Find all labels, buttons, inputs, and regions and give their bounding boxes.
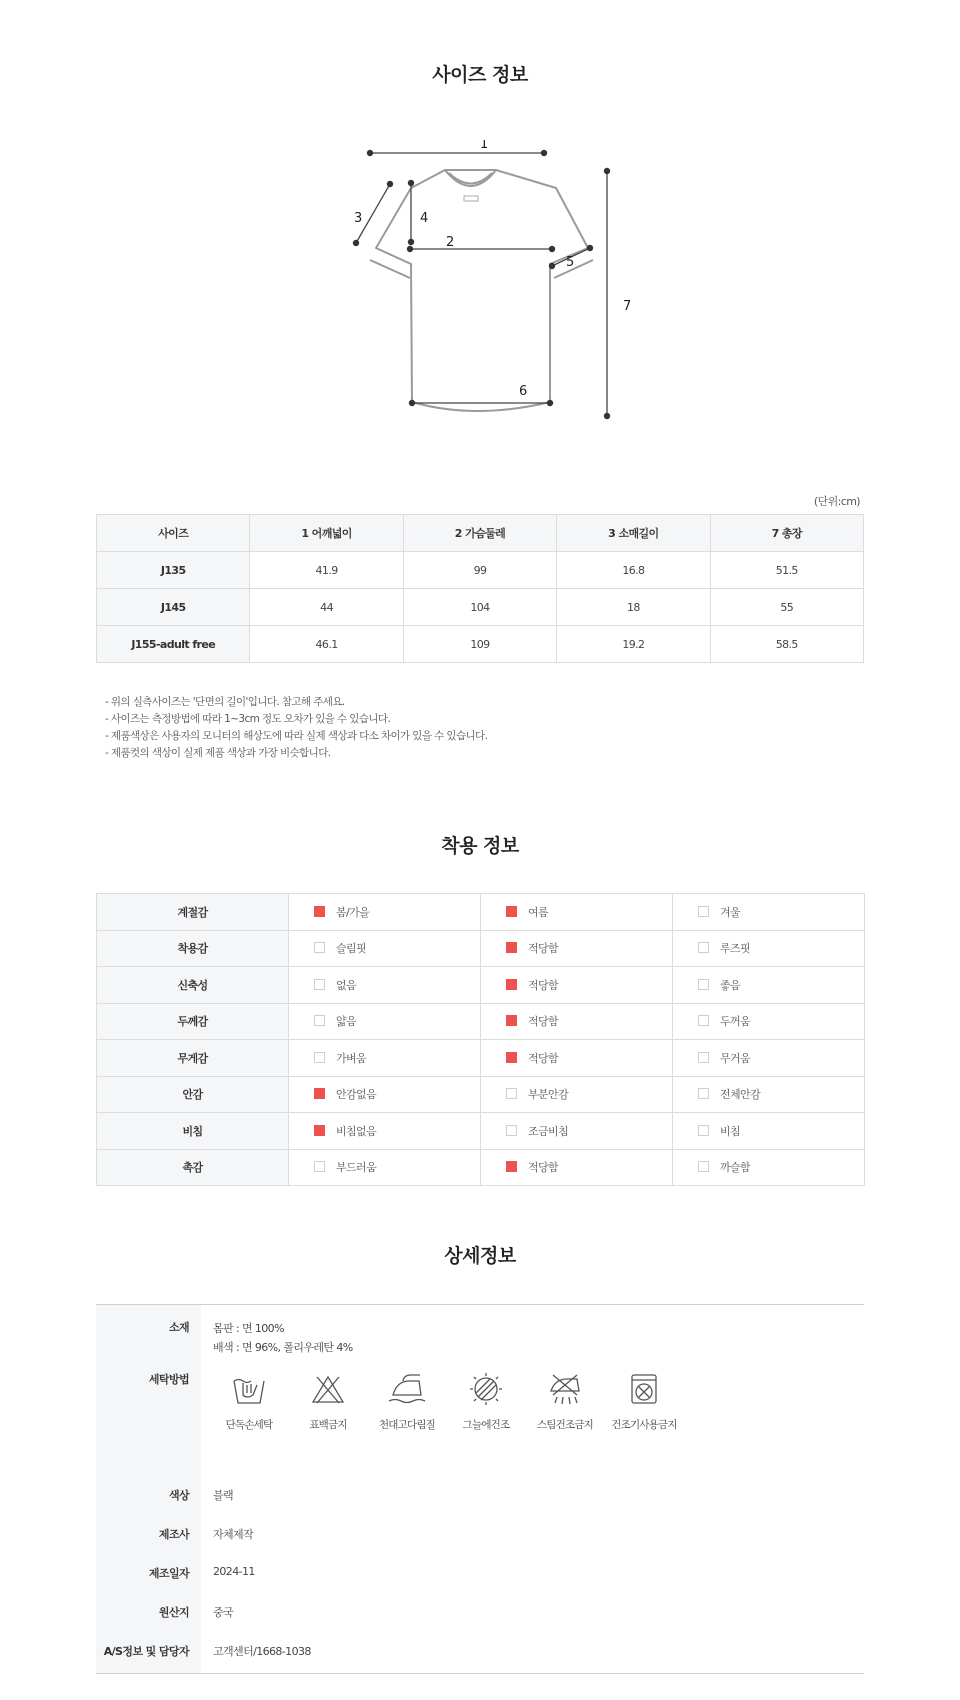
diagram-label-1: 1 — [480, 140, 489, 152]
size-name-cell: J145 — [97, 589, 250, 626]
checked-box-icon — [314, 1088, 325, 1099]
size-notes — [105, 694, 487, 762]
fit-option — [289, 1040, 481, 1077]
fit-option-label: 적당함 — [528, 1051, 559, 1065]
checked-box-icon — [506, 1161, 517, 1172]
detail-row — [96, 1555, 864, 1594]
checked-box-icon — [506, 1052, 517, 1063]
unchecked-box-icon — [698, 1015, 709, 1026]
fit-option-label: 얇음 — [336, 1015, 357, 1029]
unchecked-box-icon — [698, 1125, 709, 1136]
unchecked-box-icon — [314, 1015, 325, 1026]
tshirt-size-diagram — [330, 140, 650, 440]
care-icons — [213, 1371, 864, 1432]
fit-option — [289, 1113, 481, 1150]
fit-option-label: 가벼움 — [336, 1051, 367, 1065]
fit-row-label: 촉감 — [97, 1149, 289, 1186]
checked-box-icon — [314, 906, 325, 917]
size-value-cell: 18 — [557, 589, 710, 626]
unchecked-box-icon — [506, 1088, 517, 1099]
detail-row — [96, 1477, 864, 1516]
fit-option — [481, 1040, 673, 1077]
shade-dry-icon — [466, 1371, 506, 1407]
fit-option — [289, 1149, 481, 1186]
care-item-label: 표백금지 — [309, 1419, 347, 1431]
detail-section-title: 상세정보 — [444, 1245, 516, 1267]
fit-option-label: 조금비침 — [528, 1124, 569, 1138]
note-line: - 위의 실측사이즈는 '단면의 길이'입니다. 참고해 주세요. — [105, 696, 345, 708]
no-steam-dry-icon — [545, 1371, 585, 1407]
fit-row-label: 두께감 — [97, 1003, 289, 1040]
fit-option-label: 무거움 — [720, 1051, 751, 1065]
detail-value: 중국 — [213, 1606, 234, 1619]
detail-value: 2024-11 — [213, 1565, 255, 1578]
fit-row — [97, 1149, 865, 1186]
size-table — [96, 514, 864, 663]
size-header-cell: 7 총장 — [710, 515, 863, 552]
fit-option-label: 루즈핏 — [720, 942, 751, 956]
fit-option — [481, 1113, 673, 1150]
fit-row — [97, 1040, 865, 1077]
checked-box-icon — [314, 1125, 325, 1136]
care-item — [608, 1371, 680, 1432]
size-value-cell: 51.5 — [710, 552, 863, 589]
care-row — [96, 1357, 864, 1477]
care-item-label: 건조기사용금지 — [611, 1419, 677, 1431]
unchecked-box-icon — [314, 1161, 325, 1172]
size-header-cell: 1 어깨넓이 — [250, 515, 403, 552]
size-value-cell: 16.8 — [557, 552, 710, 589]
size-value-cell: 19.2 — [557, 626, 710, 663]
care-item-label: 스팀건조금지 — [536, 1419, 594, 1431]
fit-row-label: 비침 — [97, 1113, 289, 1150]
material-line: 몸판 : 면 100% — [213, 1322, 284, 1335]
fit-row — [97, 1076, 865, 1113]
no-bleach-icon — [308, 1371, 348, 1407]
detail-label: 제조사 — [96, 1516, 201, 1555]
fit-option — [481, 967, 673, 1004]
fit-option — [673, 930, 865, 967]
fit-option — [481, 1003, 673, 1040]
unit-label: (단위:cm) — [813, 495, 860, 508]
fit-option-label: 좋음 — [720, 978, 741, 992]
care-item-label: 천대고다림질 — [378, 1419, 436, 1431]
fit-option — [289, 967, 481, 1004]
fit-option-label: 적당함 — [528, 1015, 559, 1029]
fit-option — [289, 894, 481, 931]
unchecked-box-icon — [698, 1052, 709, 1063]
unchecked-box-icon — [314, 979, 325, 990]
table-row — [97, 589, 864, 626]
fit-row-label: 계절감 — [97, 894, 289, 931]
fit-row-label: 신축성 — [97, 967, 289, 1004]
checked-box-icon — [506, 906, 517, 917]
unchecked-box-icon — [314, 942, 325, 953]
detail-label: 제조일자 — [96, 1555, 201, 1594]
fit-option — [481, 1076, 673, 1113]
diagram-label-2: 2 — [446, 235, 455, 250]
fit-table — [96, 893, 865, 1186]
unchecked-box-icon — [506, 1125, 517, 1136]
size-value-cell: 99 — [403, 552, 556, 589]
iron-cloth-icon — [387, 1371, 427, 1407]
fit-option-label: 겨울 — [720, 905, 741, 919]
fit-option-label: 두꺼움 — [720, 1015, 751, 1029]
care-item-label: 그늘에건조 — [462, 1419, 510, 1431]
diagram-label-7: 7 — [623, 299, 632, 314]
detail-value: 고객센터/1668-1038 — [213, 1645, 311, 1658]
size-value-cell: 44 — [250, 589, 403, 626]
care-item — [529, 1371, 601, 1432]
size-header-cell: 사이즈 — [97, 515, 250, 552]
note-line: - 사이즈는 측정방법에 따라 1~3cm 정도 오차가 있을 수 있습니다. — [105, 713, 391, 725]
no-tumble-dry-icon — [624, 1371, 664, 1407]
detail-value: 자체제작 — [213, 1528, 254, 1541]
note-line: - 제품컷의 색상이 실제 제품 색상과 가장 비슷합니다. — [105, 747, 331, 759]
size-value-cell: 104 — [403, 589, 556, 626]
material-row — [96, 1305, 864, 1358]
size-value-cell: 46.1 — [250, 626, 403, 663]
size-header-cell: 2 가슴둘레 — [403, 515, 556, 552]
unchecked-box-icon — [698, 942, 709, 953]
unchecked-box-icon — [698, 906, 709, 917]
table-row — [97, 552, 864, 589]
fit-option-label: 없음 — [336, 978, 357, 992]
fit-option — [481, 1149, 673, 1186]
fit-option-label: 부드러움 — [336, 1161, 377, 1175]
detail-value: 블랙 — [213, 1489, 234, 1502]
fit-option-label: 슬림핏 — [336, 942, 367, 956]
fit-option-label: 적당함 — [528, 978, 559, 992]
fit-option — [673, 967, 865, 1004]
size-name-cell: J135 — [97, 552, 250, 589]
fit-row-label: 무게감 — [97, 1040, 289, 1077]
detail-row — [96, 1594, 864, 1633]
care-item — [213, 1371, 285, 1432]
size-value-cell: 58.5 — [710, 626, 863, 663]
detail-label: 원산지 — [96, 1594, 201, 1633]
care-item — [371, 1371, 443, 1432]
fit-option-label: 적당함 — [528, 1161, 559, 1175]
size-header-cell: 3 소매길이 — [557, 515, 710, 552]
fit-row — [97, 930, 865, 967]
fit-option — [673, 1076, 865, 1113]
material-label: 소재 — [96, 1305, 201, 1358]
fit-option — [289, 930, 481, 967]
checked-box-icon — [506, 1015, 517, 1026]
fit-option-label: 전체안감 — [720, 1088, 761, 1102]
size-value-cell: 55 — [710, 589, 863, 626]
fit-option — [673, 1149, 865, 1186]
detail-table — [96, 1304, 864, 1674]
fit-option — [481, 930, 673, 967]
fit-option — [673, 1003, 865, 1040]
fit-row-label: 안감 — [97, 1076, 289, 1113]
fit-row — [97, 1003, 865, 1040]
unchecked-box-icon — [314, 1052, 325, 1063]
checked-box-icon — [506, 979, 517, 990]
material-line: 배색 : 면 96%, 폴리우레탄 4% — [213, 1341, 353, 1354]
size-name-cell: J155-adult free — [97, 626, 250, 663]
fit-option — [673, 1040, 865, 1077]
fit-option — [289, 1003, 481, 1040]
diagram-label-4: 4 — [420, 211, 429, 226]
fit-option-label: 비침없음 — [336, 1124, 377, 1138]
fit-option — [673, 1113, 865, 1150]
table-row — [97, 626, 864, 663]
unchecked-box-icon — [698, 979, 709, 990]
care-item — [292, 1371, 364, 1432]
fit-option-label: 여름 — [528, 905, 549, 919]
care-item-label: 단독손세탁 — [225, 1419, 273, 1431]
fit-option — [481, 894, 673, 931]
fit-option — [289, 1076, 481, 1113]
size-value-cell: 41.9 — [250, 552, 403, 589]
note-line: - 제품색상은 사용자의 모니터의 해상도에 따라 실제 색상과 다소 차이가 있을 수 있습니다. — [105, 730, 488, 742]
care-label: 세탁방법 — [96, 1357, 201, 1477]
detail-label: A/S정보 및 담당자 — [96, 1633, 201, 1673]
fit-section-title: 착용 정보 — [441, 835, 519, 857]
detail-row — [96, 1633, 864, 1673]
fit-row — [97, 1113, 865, 1150]
fit-option-label: 부분안감 — [528, 1088, 569, 1102]
hand-wash-icon — [229, 1371, 269, 1407]
diagram-label-3: 3 — [354, 211, 363, 226]
unchecked-box-icon — [698, 1161, 709, 1172]
unchecked-box-icon — [698, 1088, 709, 1099]
fit-option-label: 적당함 — [528, 942, 559, 956]
detail-row — [96, 1516, 864, 1555]
checked-box-icon — [506, 942, 517, 953]
fit-option — [673, 894, 865, 931]
diagram-label-5: 5 — [566, 255, 575, 270]
diagram-label-6: 6 — [519, 384, 528, 399]
fit-option-label: 비침 — [720, 1124, 741, 1138]
size-value-cell: 109 — [403, 626, 556, 663]
fit-row-label: 착용감 — [97, 930, 289, 967]
care-item — [450, 1371, 522, 1432]
fit-option-label: 봄/가을 — [336, 905, 370, 919]
size-section-title: 사이즈 정보 — [432, 64, 528, 86]
detail-label: 색상 — [96, 1477, 201, 1516]
fit-row — [97, 894, 865, 931]
size-table-header-row — [97, 515, 864, 552]
fit-row — [97, 967, 865, 1004]
fit-option-label: 안감없음 — [336, 1088, 377, 1102]
fit-option-label: 까슬함 — [720, 1161, 751, 1175]
